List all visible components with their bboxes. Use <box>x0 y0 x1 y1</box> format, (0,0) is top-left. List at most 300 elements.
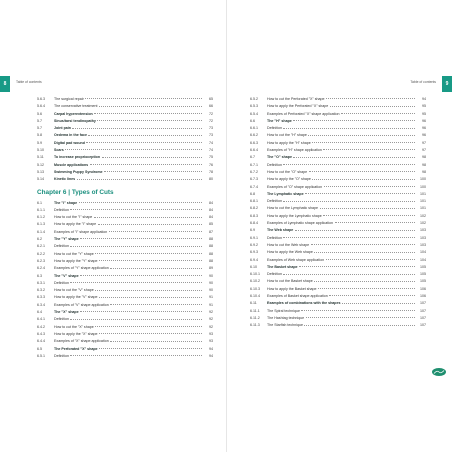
toc-leader-dots <box>70 355 201 356</box>
toc-entry[interactable] <box>37 265 213 272</box>
toc-entry-page: 88 <box>209 258 213 263</box>
toc-entry[interactable] <box>37 309 213 316</box>
toc-entry-title: Definition <box>267 126 282 131</box>
toc-entry-number: 5.8 <box>37 133 42 138</box>
toc-entry-page: 93 <box>209 339 213 344</box>
toc-leader-dots <box>102 157 202 158</box>
toc-entry-page: 101 <box>420 199 426 204</box>
toc-entry-page: 65 <box>209 97 213 101</box>
toc-entry-number: 6.7.3 <box>250 177 258 182</box>
toc-entry-number: 6.5 <box>37 346 42 351</box>
toc-leader-dots <box>293 157 414 158</box>
toc-entry-page: 100 <box>420 177 426 182</box>
toc-entry-title: How to apply the "O" shape <box>267 177 311 182</box>
toc-entry[interactable] <box>250 191 426 198</box>
toc-leader-dots <box>341 113 415 114</box>
toc-entry-title: How to apply the Perforated "X" shape <box>267 104 329 109</box>
toc-entry-page: 107 <box>420 323 426 328</box>
toc-entry-number: 5.14 <box>37 177 44 182</box>
toc-leader-dots <box>335 222 415 223</box>
toc-entry[interactable] <box>250 293 426 300</box>
toc-entry-number: 6.6.4 <box>250 148 258 153</box>
toc-leader-dots <box>90 164 202 165</box>
toc-entry-page: 90 <box>209 280 213 285</box>
toc-entry-title: Examples of Lymphatic shape application <box>267 221 333 226</box>
toc-entry-number: 6.8 <box>250 191 255 196</box>
toc-entry-number: 5.6 <box>37 111 42 116</box>
toc-entry[interactable] <box>250 184 426 191</box>
logo-mark-icon <box>433 369 445 375</box>
toc-entry-number: 5.9 <box>37 140 42 145</box>
toc-entry-page: 107 <box>420 301 426 306</box>
toc-entry[interactable] <box>250 118 426 125</box>
toc-entry[interactable] <box>250 96 426 103</box>
toc-entry-number: 5.10 <box>37 148 44 153</box>
toc-entry-number: 6.4.4 <box>37 339 45 344</box>
toc-entry-page: 73 <box>209 126 213 131</box>
running-head-left: Table of contents <box>16 80 42 84</box>
toc-entry-number: 6.1.3 <box>37 222 45 227</box>
toc-entry-title: The "O" shape <box>267 155 292 160</box>
toc-leader-dots <box>308 135 414 136</box>
toc-entry[interactable] <box>250 111 426 118</box>
toc-leader-dots <box>324 186 415 187</box>
toc-entry-page: 95 <box>422 104 426 109</box>
toc-entry-number: 6.9.1 <box>250 235 258 240</box>
toc-entry-number: 6.9 <box>250 228 255 233</box>
toc-entry-title: Scars <box>54 148 64 153</box>
toc-entry-page: 98 <box>422 155 426 160</box>
toc-entry[interactable] <box>250 300 426 307</box>
toc-entry[interactable] <box>37 229 213 236</box>
toc-entry-number: 6.7.2 <box>250 169 258 174</box>
toc-entry-title: The surgical repair <box>54 97 84 101</box>
toc-leader-dots <box>86 142 201 143</box>
toc-entry[interactable] <box>250 140 426 147</box>
toc-leader-dots <box>77 179 202 180</box>
toc-entry-number: 6.1.4 <box>37 229 45 234</box>
toc-leader-dots <box>95 290 201 291</box>
toc-entry[interactable] <box>250 220 426 227</box>
toc-entry[interactable] <box>250 154 426 161</box>
toc-entry[interactable] <box>250 249 426 256</box>
toc-entry-title: How to apply the Basket shape <box>267 286 317 291</box>
toc-entry-page: 88 <box>209 244 213 249</box>
toc-entry[interactable] <box>37 140 213 147</box>
toc-entry[interactable] <box>37 169 213 176</box>
toc-leader-dots <box>99 106 201 107</box>
toc-entry-number: 6.4.3 <box>37 331 45 336</box>
toc-entry-number: 6.5.4 <box>250 111 258 116</box>
toc-entry-number: 6.1 <box>37 200 42 205</box>
toc-entry-number: 6.6.1 <box>250 126 258 131</box>
toc-entry-title: How to apply the Web shape <box>267 250 313 255</box>
toc-entry[interactable] <box>250 132 426 139</box>
toc-entry-title: Digital pad wound <box>54 140 85 145</box>
toc-entry-title: How to cut the Lymphatic shape <box>267 206 319 211</box>
toc-entry-page: 103 <box>420 235 426 240</box>
toc-entry-title: How to cut the Perforated "X" shape <box>267 97 325 101</box>
toc-entry-number: 6.2.3 <box>37 258 45 263</box>
toc-entry-number: 6.7.4 <box>250 184 258 189</box>
toc-entry[interactable] <box>37 302 213 309</box>
toc-entry-page: 107 <box>420 308 426 313</box>
toc-leader-dots <box>304 325 414 326</box>
toc-entry-page: 89 <box>209 266 213 271</box>
toc-entry-number: 6.9.3 <box>250 250 258 255</box>
toc-entry-title: Definition <box>267 272 282 277</box>
toc-entry-title: The "H" shape <box>267 118 292 123</box>
toc-leader-dots <box>329 295 414 296</box>
toc-entry-number: 5.6.4 <box>37 104 45 109</box>
toc-leader-dots <box>306 317 415 318</box>
toc-entry[interactable] <box>37 147 213 154</box>
toc-leader-dots <box>99 260 201 261</box>
toc-leader-dots <box>323 215 414 216</box>
toc-entry-number: 6.3.2 <box>37 288 45 293</box>
toc-section-chapter-5 <box>37 96 213 184</box>
toc-entry-number: 6.8.2 <box>250 206 258 211</box>
toc-entry-title: How to cut the "I" shape <box>54 215 93 220</box>
toc-entry-title: The Lymphatic shape <box>267 191 304 196</box>
toc-entry-number: 6.2.1 <box>37 244 45 249</box>
toc-entry[interactable] <box>250 125 426 132</box>
chapter-heading: Chapter 6 | Types of Cuts <box>37 188 114 196</box>
toc-entry[interactable] <box>250 257 426 264</box>
toc-entry[interactable] <box>37 221 213 228</box>
toc-entry[interactable] <box>250 169 426 176</box>
toc-leader-dots <box>88 135 201 136</box>
toc-entry-title: How to cut the Web shape <box>267 242 310 247</box>
toc-entry-page: 106 <box>420 294 426 299</box>
toc-entry-number: 5.6.3 <box>37 97 45 101</box>
toc-leader-dots <box>305 193 414 194</box>
toc-entry[interactable] <box>37 125 213 132</box>
toc-entry-title: Examples of Basket shape application <box>267 294 328 299</box>
toc-entry-page: 105 <box>420 264 426 269</box>
toc-entry-title: Examples of "H" shape application <box>267 148 322 153</box>
toc-leader-dots <box>65 149 201 150</box>
toc-entry-title: Examples of "I" shape application <box>54 229 108 234</box>
toc-entry-number: 6.8.4 <box>250 221 258 226</box>
toc-entry[interactable] <box>37 338 213 345</box>
toc-entry-number: 6.5.2 <box>250 97 258 101</box>
toc-entry-page: 84 <box>209 215 213 220</box>
toc-entry[interactable] <box>250 176 426 183</box>
toc-entry-page: 84 <box>209 207 213 212</box>
toc-entry-title: Muscle applications <box>54 162 89 167</box>
toc-entry-number: 6.10 <box>250 264 257 269</box>
toc-entry[interactable] <box>250 227 426 234</box>
toc-entry-page: 98 <box>422 169 426 174</box>
toc-entry-title: How to apply the "X" shape <box>54 331 98 336</box>
page-tab-left: 8 <box>0 76 10 92</box>
toc-entry-title: Kinetic lines <box>54 177 76 182</box>
toc-entry-number: 6.6.2 <box>250 133 258 138</box>
toc-entry-number: 6.10.2 <box>250 279 260 284</box>
toc-entry-page: 98 <box>422 162 426 167</box>
toc-entry[interactable] <box>37 316 213 323</box>
toc-leader-dots <box>110 341 201 342</box>
toc-entry-title: To increase proprioception <box>54 155 101 160</box>
toc-leader-dots <box>301 310 414 311</box>
toc-leader-dots <box>309 171 415 172</box>
toc-entry-title: How to cut the "X" shape <box>54 324 94 329</box>
toc-entry-page: 94 <box>209 353 213 358</box>
toc-entry[interactable] <box>250 147 426 154</box>
toc-entry[interactable] <box>37 176 213 183</box>
toc-entry-page: 74 <box>209 148 213 153</box>
toc-entry[interactable] <box>37 324 213 331</box>
toc-entry[interactable] <box>37 294 213 301</box>
toc-leader-dots <box>314 252 414 253</box>
toc-entry[interactable] <box>37 243 213 250</box>
toc-entry-title: The "V" shape <box>54 273 79 278</box>
toc-entry-number: 6.5.3 <box>250 104 258 109</box>
toc-entry-title: How to cut the "H" shape <box>267 133 307 138</box>
toc-entry-page: 95 <box>422 111 426 116</box>
toc-entry[interactable] <box>37 214 213 221</box>
toc-entry-page: 80 <box>209 177 213 182</box>
toc-entry[interactable] <box>37 331 213 338</box>
toc-entry[interactable] <box>250 308 426 315</box>
toc-entry-title: Oedema in the face <box>54 133 87 138</box>
toc-entry-number: 6.6.3 <box>250 140 258 145</box>
toc-entry[interactable] <box>37 162 213 169</box>
toc-entry-number: 6.3.1 <box>37 280 45 285</box>
toc-entry-number: 6.5.1 <box>37 353 45 358</box>
toc-entry-number: 6.10.3 <box>250 286 260 291</box>
toc-entry-title: How to cut the "Y" shape <box>54 251 94 256</box>
toc-entry-page: 88 <box>209 251 213 256</box>
toc-entry[interactable] <box>37 96 213 103</box>
toc-entry-page: 66 <box>209 104 213 109</box>
toc-entry[interactable] <box>37 154 213 161</box>
toc-entry-page: 72 <box>209 118 213 123</box>
toc-entry[interactable] <box>250 286 426 293</box>
toc-leader-dots <box>110 268 201 269</box>
toc-entry[interactable] <box>250 103 426 110</box>
right-page <box>226 0 452 452</box>
toc-leader-dots <box>94 113 201 114</box>
toc-leader-dots <box>283 201 414 202</box>
toc-entry-title: How to cut the "V" shape <box>54 288 94 293</box>
toc-entry[interactable] <box>37 251 213 258</box>
toc-entry-title: Examples of Perforated "X" shape application <box>267 111 340 116</box>
toc-entry-number: 6.4.1 <box>37 317 45 322</box>
toc-entry-number: 6.10.1 <box>250 272 260 277</box>
toc-leader-dots <box>98 224 202 225</box>
toc-entry-title: Examples of "X" shape application <box>54 339 109 344</box>
toc-entry-title: How to cut the "O" shape <box>267 169 308 174</box>
toc-leader-dots <box>94 217 202 218</box>
toc-entry[interactable] <box>37 207 213 214</box>
toc-entry[interactable] <box>250 242 426 249</box>
toc-entry-title: Definition <box>54 317 69 322</box>
toc-entry-number: 6.4.2 <box>37 324 45 329</box>
toc-leader-dots <box>70 209 201 210</box>
toc-entry[interactable] <box>250 198 426 205</box>
toc-entry-number: 6.4 <box>37 310 42 315</box>
toc-section-chapter-6 <box>37 200 213 361</box>
toc-leader-dots <box>95 326 201 327</box>
toc-entry[interactable] <box>37 273 213 280</box>
toc-entry-number: 6.3 <box>37 273 42 278</box>
toc-entry-number: 5.13 <box>37 169 44 174</box>
toc-entry-number: 6.11.2 <box>250 315 260 320</box>
toc-entry-number: 6.2.4 <box>37 266 45 271</box>
toc-leader-dots <box>312 142 414 143</box>
toc-leader-dots <box>70 319 201 320</box>
toc-entry-number: 6.11 <box>250 301 257 306</box>
toc-leader-dots <box>80 311 201 312</box>
toc-entry-title: Examples of "Y" shape application <box>54 266 109 271</box>
toc-leader-dots <box>283 274 414 275</box>
toc-entry-page: 92 <box>209 317 213 322</box>
toc-entry-title: The Perforated "X" shape <box>54 346 98 351</box>
toc-entry-title: Carpal hyperextension <box>54 111 93 116</box>
toc-entry-title: Definition <box>54 244 69 249</box>
toc-leader-dots <box>311 244 415 245</box>
toc-left <box>37 96 213 360</box>
toc-entry[interactable] <box>37 200 213 207</box>
toc-entry-title: Sinus/tarsi tendinopathy <box>54 118 96 123</box>
toc-leader-dots <box>99 297 201 298</box>
toc-entry-page: 104 <box>420 250 426 255</box>
toc-section-chapter-6-cont <box>250 96 426 330</box>
toc-entry[interactable] <box>37 258 213 265</box>
toc-entry-page: 84 <box>209 200 213 205</box>
toc-entry[interactable] <box>37 103 213 110</box>
toc-entry-title: Definition <box>267 162 282 167</box>
toc-entry-page: 102 <box>420 213 426 218</box>
toc-entry[interactable] <box>250 315 426 322</box>
toc-leader-dots <box>85 98 201 99</box>
toc-entry-page: 96 <box>422 126 426 131</box>
toc-entry-page: 97 <box>422 148 426 153</box>
toc-entry-page: 106 <box>420 286 426 291</box>
toc-leader-dots <box>320 208 415 209</box>
toc-entry-page: 91 <box>209 302 213 307</box>
toc-leader-dots <box>318 288 414 289</box>
toc-leader-dots <box>293 120 414 121</box>
toc-entry-title: How to apply the "H" shape <box>267 140 311 145</box>
toc-entry[interactable] <box>250 235 426 242</box>
toc-entry[interactable] <box>250 278 426 285</box>
toc-entry-title: The "I" shape <box>54 200 78 205</box>
toc-entry-title: Definition <box>54 280 69 285</box>
toc-entry-title: Examples of combinations with the shapes <box>267 301 341 306</box>
toc-entry-number: 6.9.2 <box>250 242 258 247</box>
toc-leader-dots <box>109 231 202 232</box>
toc-entry[interactable] <box>250 322 426 329</box>
toc-entry-number: 5.7 <box>37 126 42 131</box>
toc-leader-dots <box>80 238 201 239</box>
toc-entry-page: 92 <box>209 310 213 315</box>
toc-entry-title: The Basket shape <box>267 264 298 269</box>
toc-entry-number: 6.11.3 <box>250 323 260 328</box>
toc-entry-page: 97 <box>422 140 426 145</box>
toc-entry-title: How to cut the Basket shape <box>267 279 313 284</box>
toc-entry[interactable] <box>37 236 213 243</box>
toc-leader-dots <box>70 246 201 247</box>
toc-entry[interactable] <box>37 280 213 287</box>
toc-leader-dots <box>97 120 201 121</box>
toc-entry-title: The "Y" shape <box>54 237 79 242</box>
toc-entry-page: 96 <box>422 133 426 138</box>
toc-entry[interactable] <box>37 118 213 125</box>
toc-entry-page: 75 <box>209 155 213 160</box>
toc-entry-number: 6.1.1 <box>37 207 45 212</box>
toc-entry-title: The "X" shape <box>54 310 79 315</box>
toc-entry-title: Examples of "V" shape application <box>54 302 109 307</box>
toc-entry[interactable] <box>37 353 213 360</box>
toc-entry-title: Examples of "O" shape application <box>267 184 323 189</box>
toc-entry-page: 91 <box>209 295 213 300</box>
toc-leader-dots <box>342 303 415 304</box>
toc-entry[interactable] <box>37 287 213 294</box>
toc-leader-dots <box>299 266 414 267</box>
toc-leader-dots <box>99 348 201 349</box>
toc-entry-title: Joint pain <box>54 126 71 131</box>
toc-entry-number: 6.8.3 <box>250 213 258 218</box>
toc-entry-title: The Web shape <box>267 228 294 233</box>
toc-entry-page: 87 <box>209 229 213 234</box>
toc-entry-page: 73 <box>209 133 213 138</box>
toc-entry-number: 6.11.1 <box>250 308 260 313</box>
toc-leader-dots <box>99 333 201 334</box>
toc-leader-dots <box>79 202 202 203</box>
running-head-right: Table of contents <box>410 80 436 84</box>
toc-entry[interactable] <box>37 132 213 139</box>
toc-entry-number: 6.1.2 <box>37 215 45 220</box>
toc-leader-dots <box>323 149 414 150</box>
toc-entry-number: 6.2.2 <box>37 251 45 256</box>
toc-entry[interactable] <box>250 162 426 169</box>
toc-entry-number: 6.6 <box>250 118 255 123</box>
toc-entry-title: The Spiral technique <box>267 308 300 313</box>
toc-entry-page: 107 <box>420 315 426 320</box>
toc-entry-page: 96 <box>422 118 426 123</box>
toc-leader-dots <box>283 237 414 238</box>
toc-entry-title: Examples of Web shape application <box>267 257 325 262</box>
toc-entry[interactable] <box>250 264 426 271</box>
toc-entry-page: 101 <box>420 191 426 196</box>
page-tab-right: 9 <box>442 76 452 92</box>
toc-entry[interactable] <box>37 111 213 118</box>
toc-entry[interactable] <box>250 205 426 212</box>
toc-entry-page: 94 <box>422 97 426 101</box>
toc-entry-number: 6.7 <box>250 155 255 160</box>
toc-entry[interactable] <box>37 346 213 353</box>
toc-leader-dots <box>80 275 201 276</box>
toc-entry-page: 76 <box>209 162 213 167</box>
toc-leader-dots <box>312 179 414 180</box>
toc-entry-page: 90 <box>209 273 213 278</box>
toc-entry[interactable] <box>250 213 426 220</box>
toc-entry-number: 6.9.4 <box>250 257 258 262</box>
toc-entry-title: How to apply the "Y" shape <box>54 258 98 263</box>
toc-entry-page: 102 <box>420 221 426 226</box>
toc-entry[interactable] <box>250 271 426 278</box>
toc-leader-dots <box>72 128 201 129</box>
toc-leader-dots <box>283 164 414 165</box>
toc-entry-page: 90 <box>209 288 213 293</box>
toc-entry-title: Definition <box>54 353 69 358</box>
toc-leader-dots <box>295 230 415 231</box>
toc-entry-number: 6.10.4 <box>250 294 260 299</box>
toc-entry-number: 6.2 <box>37 237 42 242</box>
